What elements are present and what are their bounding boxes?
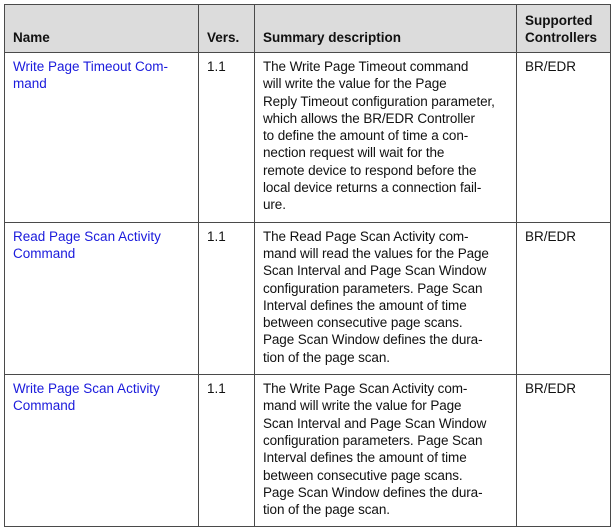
header-controllers-line2: Controllers: [525, 30, 598, 45]
cell-summary: [255, 222, 517, 374]
command-table: [4, 4, 611, 527]
summary-line: tion of the page scan.: [263, 502, 390, 518]
link-line: Command: [13, 398, 76, 414]
summary-line: between consecutive page scans.: [263, 315, 463, 331]
summary-line: Page Scan Window defines the dura-: [263, 484, 483, 500]
summary-line: remote device to respond before the: [263, 162, 477, 178]
command-link-read-page-scan-activity[interactable]: [13, 229, 161, 261]
summary-line: Scan Interval and Page Scan Window: [263, 263, 487, 279]
summary-line: to define the amount of time a con-: [263, 128, 469, 144]
link-line: Read Page Scan Activity: [13, 228, 161, 244]
summary-line: between consecutive page scans.: [263, 467, 463, 483]
cell-controllers: BR/EDR: [517, 53, 611, 223]
command-link-write-page-scan-activity[interactable]: [13, 381, 160, 413]
table-row: [5, 222, 611, 374]
link-line: Write Page Scan Activity: [13, 381, 160, 397]
header-name: Name: [5, 5, 199, 53]
command-link-write-page-timeout[interactable]: [13, 59, 168, 91]
table-row: [5, 375, 611, 527]
header-controllers-line1: Supported: [525, 13, 593, 28]
cell-controllers: BR/EDR: [517, 222, 611, 374]
table-row: [5, 53, 611, 223]
link-line: Write Page Timeout Com-: [13, 59, 169, 74]
summary-line: The Write Page Scan Activity com-: [263, 381, 468, 397]
summary-line: Interval defines the amount of time: [263, 297, 467, 313]
summary-line: configuration parameters. Page Scan: [263, 432, 483, 448]
summary-line: tion of the page scan.: [263, 349, 390, 365]
summary-line: Page Scan Window defines the dura-: [263, 332, 483, 348]
summary-line: Interval defines the amount of time: [263, 450, 467, 466]
summary-line: which allows the BR/EDR Controller: [263, 110, 475, 126]
header-summary: Summary description: [255, 5, 517, 53]
cell-version: 1.1: [199, 375, 255, 527]
link-line: mand: [13, 76, 47, 92]
summary-line: Reply Timeout configuration parameter,: [263, 93, 495, 109]
cell-name: [5, 222, 199, 374]
cell-version: 1.1: [199, 222, 255, 374]
summary-line: will write the value for the Page: [263, 76, 447, 92]
cell-name: [5, 375, 199, 527]
table-header-row: [5, 5, 611, 53]
cell-version: 1.1: [199, 53, 255, 223]
header-version: Vers.: [199, 5, 255, 53]
link-line: Command: [13, 245, 76, 261]
summary-line: nection request will wait for the: [263, 145, 445, 161]
summary-line: mand will write the value for Page: [263, 398, 462, 414]
summary-line: ure.: [263, 197, 286, 213]
cell-summary: [255, 375, 517, 527]
summary-line: local device returns a connection fail-: [263, 180, 482, 196]
cell-summary: [255, 53, 517, 223]
command-table-container: [4, 4, 610, 527]
summary-line: The Read Page Scan Activity com-: [263, 228, 469, 244]
cell-controllers: BR/EDR: [517, 375, 611, 527]
summary-line: Scan Interval and Page Scan Window: [263, 415, 487, 431]
summary-line: mand will read the values for the Page: [263, 245, 489, 261]
summary-line: configuration parameters. Page Scan: [263, 280, 483, 296]
summary-line: The Write Page Timeout command: [263, 59, 469, 74]
header-controllers: [517, 5, 611, 53]
cell-name: [5, 53, 199, 223]
